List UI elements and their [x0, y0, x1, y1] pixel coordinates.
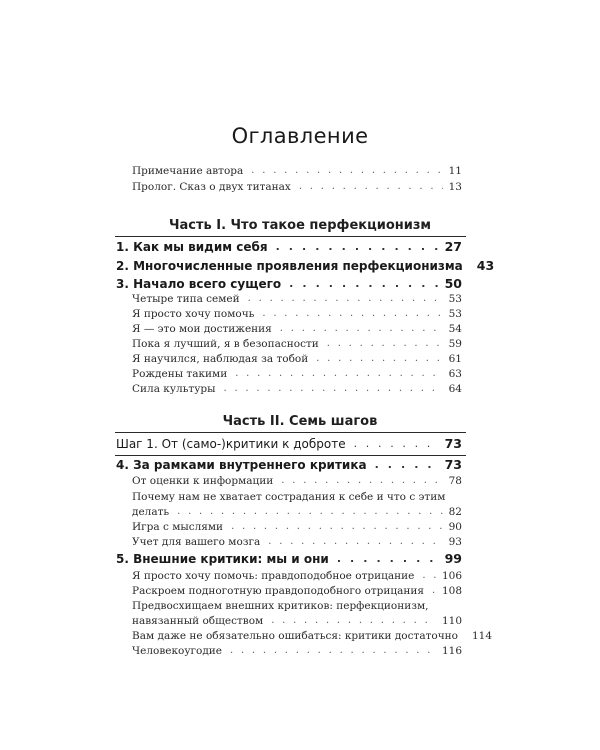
dot-leader — [271, 614, 436, 628]
part-2-heading: Часть II. Семь шагов — [222, 414, 378, 429]
dot-leader — [337, 551, 439, 567]
toc-section[interactable]: Сила культуры . . . 64 — [132, 382, 462, 396]
dot-leader — [422, 569, 436, 583]
dot-leader — [280, 322, 443, 336]
toc-section-line[interactable]: Предвосхищаем внешних критиков: перфекционизм, — [132, 600, 429, 612]
toc-chapter-2[interactable]: 2. Многочисленные проявления перфекционизма 43 — [116, 258, 495, 273]
toc-section[interactable]: Учет для вашего мозга . . . 93 — [132, 535, 462, 549]
dot-leader — [316, 352, 442, 366]
toc-section[interactable]: Я просто хочу помочь: правдоподобное отрицание . . . 106 — [132, 569, 462, 583]
toc-section[interactable]: Рождены такими . . . 63 — [132, 367, 462, 381]
toc-section[interactable]: Я научился, наблюдая за тобой . . . 61 — [132, 352, 462, 366]
toc-chapter-3[interactable]: 3. Начало всего сущего . . . 50 — [116, 276, 462, 292]
dot-leader — [268, 535, 442, 549]
dot-leader — [231, 520, 443, 534]
dot-leader — [262, 307, 442, 321]
toc-section[interactable]: Вам даже не обязательно ошибаться: критики достаточно 114 — [132, 630, 493, 642]
dot-leader — [281, 474, 442, 488]
dot-leader — [276, 239, 439, 255]
toc-entry-authors-note[interactable]: Примечание автора . . . 11 — [132, 164, 462, 178]
part-2-rule — [115, 432, 466, 433]
step-1-rule — [115, 455, 466, 456]
toc-chapter-4[interactable]: 4. За рамками внутреннего критика . . . 73 — [116, 457, 462, 473]
toc-section[interactable]: Четыре типа семей . . . 53 — [132, 292, 462, 306]
dot-leader — [248, 292, 443, 306]
dot-leader — [251, 164, 442, 178]
dot-leader — [299, 180, 443, 194]
dot-leader — [432, 584, 436, 598]
toc-section[interactable]: навязанный обществом . . . 110 — [132, 614, 462, 628]
toc-section[interactable]: Человекоугодие . . . 116 — [132, 644, 462, 658]
part-1-heading: Часть I. Что такое перфекционизм — [168, 218, 432, 233]
dot-leader — [354, 436, 439, 452]
dot-leader — [230, 644, 436, 658]
toc-section[interactable]: делать . . . 82 — [132, 505, 462, 519]
dot-leader — [289, 276, 438, 292]
dot-leader — [224, 382, 443, 396]
toc-chapter-1[interactable]: 1. Как мы видим себя . . . 27 — [116, 239, 462, 255]
toc-section[interactable]: Я просто хочу помочь . . . 53 — [132, 307, 462, 321]
toc-section[interactable]: Раскроем подноготную правдоподобного отрицания . . . 108 — [132, 584, 462, 598]
toc-section[interactable]: Пока я лучший, я в безопасности . . . 59 — [132, 337, 462, 351]
toc-chapter-5[interactable]: 5. Внешние критики: мы и они . . . 99 — [116, 551, 462, 567]
dot-leader — [375, 457, 439, 473]
toc-section[interactable]: Игра с мыслями . . . 90 — [132, 520, 462, 534]
dot-leader — [327, 337, 443, 351]
part-1-rule — [115, 236, 466, 237]
page-title: Оглавление — [231, 124, 369, 148]
toc-section[interactable]: От оценки к информации . . . 78 — [132, 474, 462, 488]
toc-section[interactable]: Я — это мои достижения . . . 54 — [132, 322, 462, 336]
dot-leader — [177, 505, 442, 519]
toc-entry-prologue[interactable]: Пролог. Сказ о двух титанах . . . 13 — [132, 180, 462, 194]
toc-section-line[interactable]: Почему нам не хватает сострадания к себе и что с этим — [132, 491, 446, 503]
toc-step-1[interactable]: Шаг 1. От (само-)критики к доброте . . . 73 — [116, 436, 462, 452]
dot-leader — [235, 367, 442, 381]
